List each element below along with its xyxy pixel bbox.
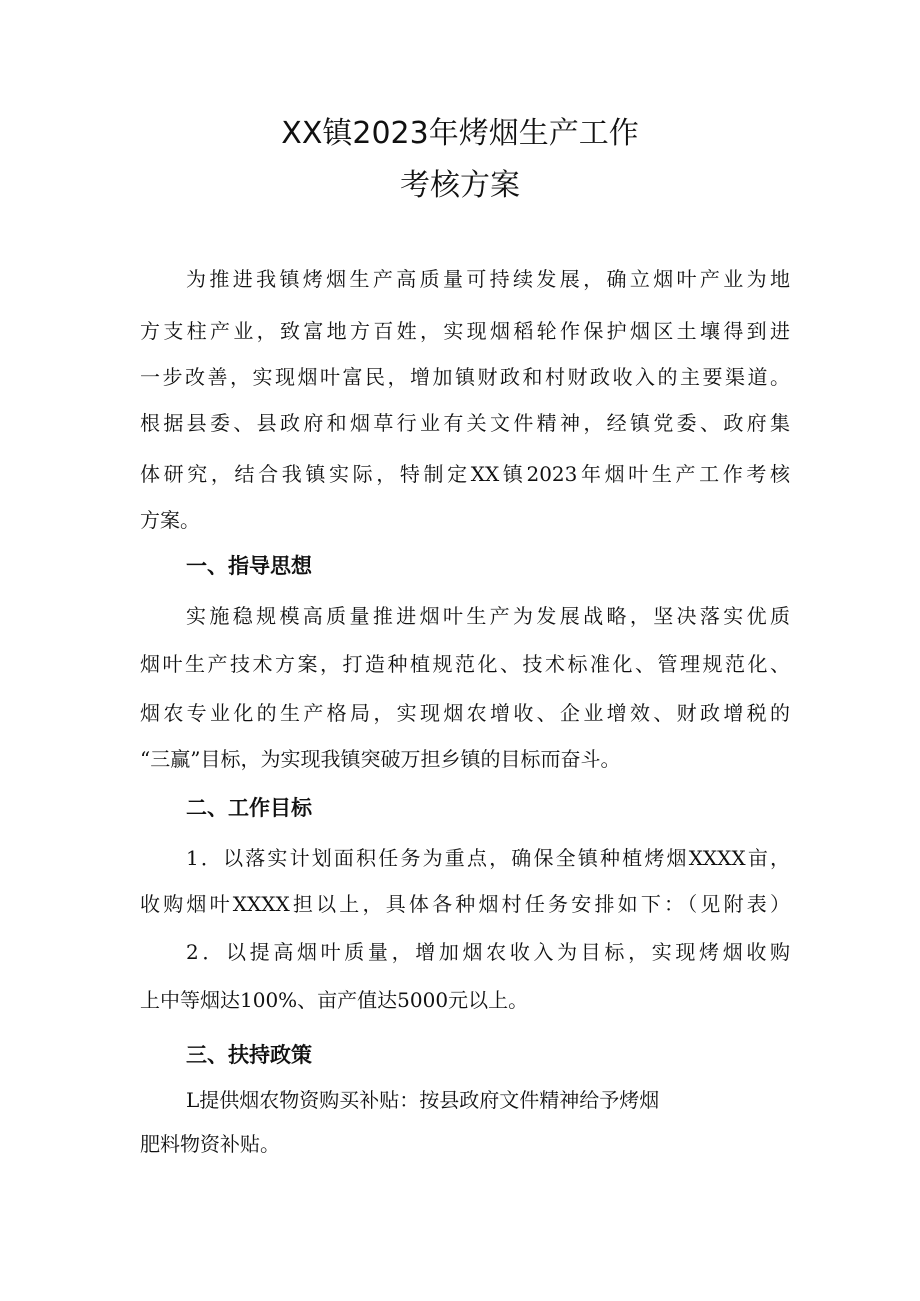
intro-line-3: 一步改善，实现烟叶富民，增加镇财政和村财政收入的主要渠道。 [140,365,790,389]
goal-1-line-2: 收购烟叶XXXX担以上，具体各种烟村任务安排如下：（见附表） [140,892,790,916]
document-title-line-1: XX镇2023年烤烟生产工作 [281,116,639,151]
policy-1-line-1: L提供烟农物资购买补贴：按县政府文件精神给予烤烟 [186,1088,660,1112]
goal-2-line-2: 上中等烟达100%、亩产值达5000元以上。 [140,988,529,1012]
section-heading-support-policy: 三、扶持政策 [186,1043,312,1067]
intro-line-2: 方支柱产业，致富地方百姓，实现烟稻轮作保护烟区土壤得到进 [140,319,790,343]
intro-line-6: 方案。 [140,508,200,532]
goal-2-line-1: 2．以提高烟叶质量，增加烟农收入为目标，实现烤烟收购 [186,940,790,964]
goal-1-line-1: 1．以落实计划面积任务为重点，确保全镇种植烤烟XXXX亩， [186,846,790,870]
section1-line-3: 烟农专业化的生产格局，实现烟农增收、企业增效、财政增税的 [140,701,790,725]
intro-line-1: 为推进我镇烤烟生产高质量可持续发展，确立烟叶产业为地 [186,267,790,291]
section-heading-work-goals: 二、工作目标 [186,796,312,820]
intro-line-4: 根据县委、县政府和烟草行业有关文件精神，经镇党委、政府集 [140,411,790,435]
document-title-line-2: 考核方案 [400,168,520,203]
section-heading-guiding-thought: 一、指导思想 [186,554,312,578]
policy-1-line-2: 肥料物资补贴。 [140,1132,280,1156]
section1-line-2: 烟叶生产技术方案，打造种植规范化、技术标准化、管理规范化、 [140,652,790,676]
section1-line-1: 实施稳规模高质量推进烟叶生产为发展战略，坚决落实优质 [186,604,790,628]
intro-line-5: 体研究，结合我镇实际，特制定XX镇2023年烟叶生产工作考核 [140,462,790,486]
section1-line-4: “三赢”目标，为实现我镇突破万担乡镇的目标而奋斗。 [140,747,621,771]
